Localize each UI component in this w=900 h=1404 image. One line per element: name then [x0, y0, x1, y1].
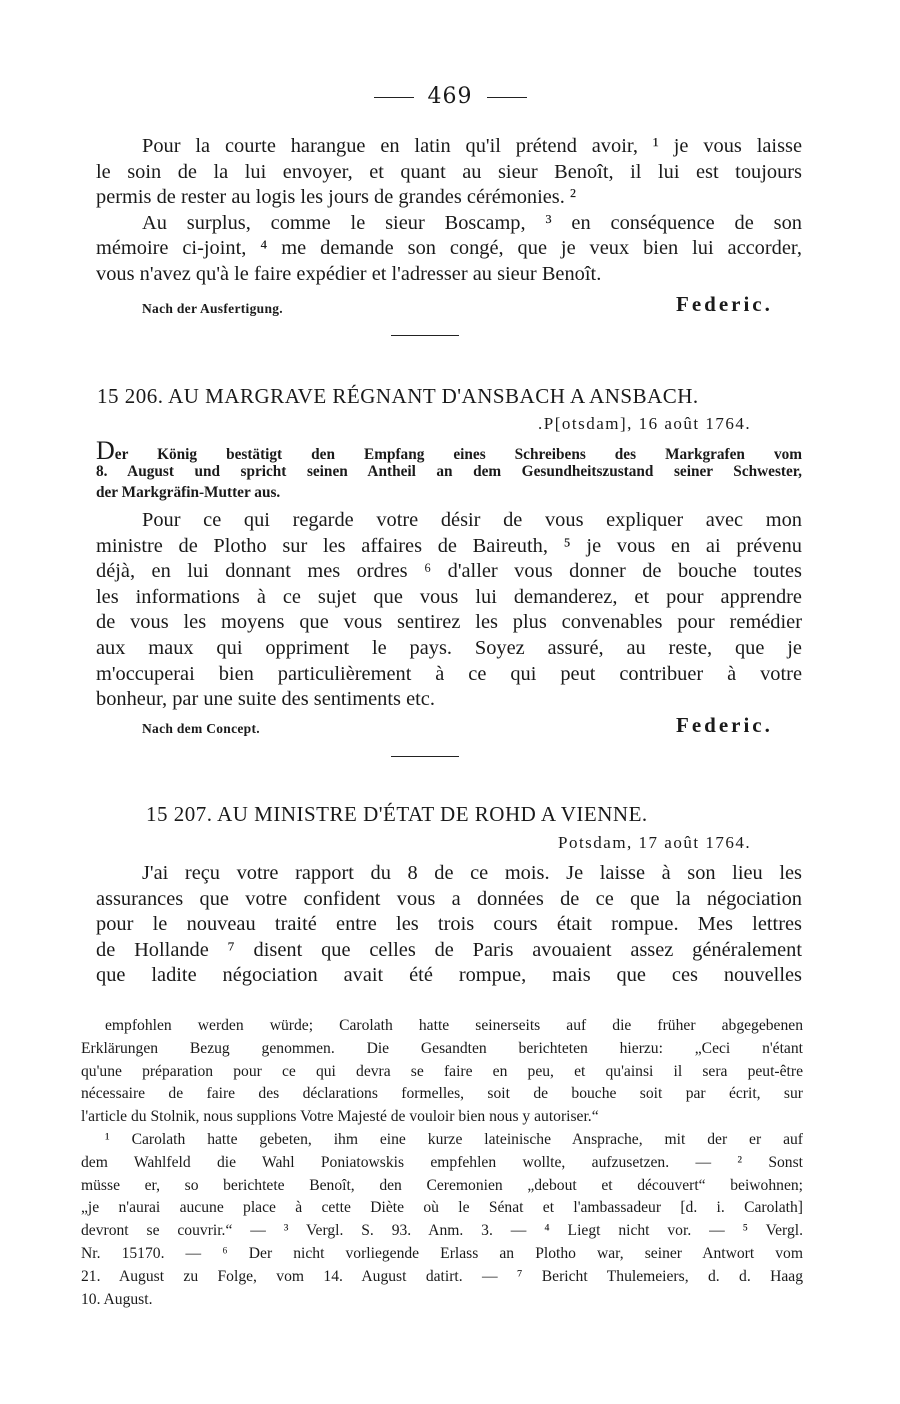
letter-body	[96, 861, 802, 989]
summary-initial: D	[96, 436, 115, 465]
text-line: Pour ce qui regarde votre désir de vous expliquer avec mon	[142, 509, 802, 531]
footnote-line: 10. August.	[81, 1290, 153, 1308]
text-line: m'occuperai bien particulièrement à ce qui peut contribuer à votre	[96, 662, 802, 685]
section-divider	[391, 335, 459, 336]
continuation-paragraphs	[96, 134, 802, 288]
letter-dateline: Potsdam, 17 août 1764.	[558, 833, 752, 852]
text-line: le soin de la lui envoyer, et quant au sieur Benoît, il lui est toujours	[96, 160, 802, 183]
footnote-line: devront se couvrir.“ — ³ Vergl. S. 93. Anm. 3. — ⁴ Liegt nicht vor. — ⁵ Vergl.	[81, 1222, 803, 1240]
footnote-line: nécessaire de faire des déclarations formelles, soit de bouche soit par écrit, sur	[81, 1085, 803, 1103]
footnote-line: „je n'aurai aucune place à cette Diète où le Sénat et l'ambassadeur [d. i. Carolath]	[81, 1199, 803, 1217]
page-number-right-dash	[487, 97, 527, 98]
text-line: Au surplus, comme le sieur Boscamp, ³ en conséquence de son	[142, 211, 802, 234]
section-divider	[391, 756, 459, 757]
text-line: assurances que votre confident vous a données de ce que la négociation	[96, 887, 802, 910]
letter-body	[96, 508, 802, 713]
text-line: J'ai reçu votre rapport du 8 de ce mois. Je laisse à son lieu les	[142, 862, 802, 884]
text-line: vous n'avez qu'à le faire expédier et l'adresser au sieur Benoît.	[96, 262, 602, 285]
footnotes	[81, 1015, 803, 1311]
signature: Federic.	[676, 713, 773, 737]
footnote-line: Erklärungen Bezug genommen. Die Gesandten berichteten hierzu: „Ceci n'étant	[81, 1039, 803, 1057]
letter-summary	[96, 436, 802, 503]
text-line: de Hollande ⁷ disent que celles de Paris avouaient assez généralement	[96, 938, 802, 961]
text-line: déjà, en lui donnant mes ordres ⁶ d'aller vous donner de bouche toutes	[96, 560, 802, 583]
summary-line	[96, 436, 802, 465]
page-number-text: 469	[427, 84, 473, 109]
footnote-line: müsse er, so berichtete Benoît, den Ceremonien „debout et découvert“ beiwohnen;	[81, 1176, 803, 1194]
page-number	[0, 84, 900, 109]
text-line: ministre de Plotho sur les affaires de Baireuth, ⁵ je vous en ai prévenu	[96, 534, 802, 557]
summary-line-text: er König bestätigt den Empfang eines Schreibens des Markgrafen vom	[114, 446, 802, 463]
text-line: Pour la courte harangue en latin qu'il prétend avoir, ¹ je vous laisse	[142, 135, 802, 157]
footnote-line: ¹ Carolath hatte gebeten, ihm eine kurze lateinische Ansprache, mit der er auf	[105, 1130, 803, 1148]
signature: Federic.	[676, 292, 773, 316]
footnote-line: empfohlen werden würde; Carolath hatte seinerseits auf die früher abgegebenen	[105, 1017, 803, 1034]
letter-heading: 15 207. AU MINISTRE D'ÉTAT DE ROHD A VIENNE.	[146, 802, 648, 826]
text-line: aux maux qui oppriment le pays. Soyez assuré, au reste, que je	[96, 636, 802, 659]
summary-line: 8. August und spricht seinen Antheil an dem Gesundheitszustand seiner Schwester,	[96, 463, 802, 480]
text-line: permis de rester au logis les jours de grandes cérémonies. ²	[96, 186, 577, 209]
letter-heading: 15 206. AU MARGRAVE RÉGNANT D'ANSBACH A ANSBACH.	[97, 384, 699, 408]
text-line: pour le nouveau traité entre les trois cours était rompue. Mes lettres	[96, 913, 802, 936]
source-note: Nach dem Concept.	[142, 721, 260, 736]
text-line: de vous les moyens que vous sentirez les plus convenables pour remédier	[96, 611, 802, 634]
source-note: Nach der Ausfertigung.	[142, 301, 283, 316]
footnote-line: dem Wahlfeld die Wahl Poniatowskis empfehlen wollte, aufzusetzen. — ² Sonst	[81, 1153, 803, 1171]
page-number-left-dash	[374, 97, 414, 98]
footnote-line: l'article du Stolnik, nous supplions Votre Majesté de vouloir bien nous y autoriser.“	[81, 1108, 599, 1126]
text-line: que ladite négociation avait été rompue, mais que ces nouvelles	[96, 964, 802, 987]
footnote-line: 21. August zu Folge, vom 14. August datirt. — ⁷ Bericht Thulemeiers, d. d. Haag	[81, 1267, 803, 1285]
text-line: bonheur, par une suite des sentiments etc.	[96, 688, 435, 711]
summary-line: der Markgräfin-Mutter aus.	[96, 484, 281, 501]
text-line: mémoire ci-joint, ⁴ me demande son congé, que je veux bien lui accorder,	[96, 237, 802, 260]
footnote-line: qu'une préparation pour ce qui devra se faire en peu, et qu'ainsi il sera peut-être	[81, 1062, 803, 1080]
letter-dateline: .P[otsdam], 16 août 1764.	[538, 414, 752, 433]
text-line: les informations à ce sujet que vous lui demanderez, et pour apprendre	[96, 585, 802, 608]
footnote-line: Nr. 15170. — ⁶ Der nicht vorliegende Erlass an Plotho war, seiner Antwort vom	[81, 1244, 803, 1262]
